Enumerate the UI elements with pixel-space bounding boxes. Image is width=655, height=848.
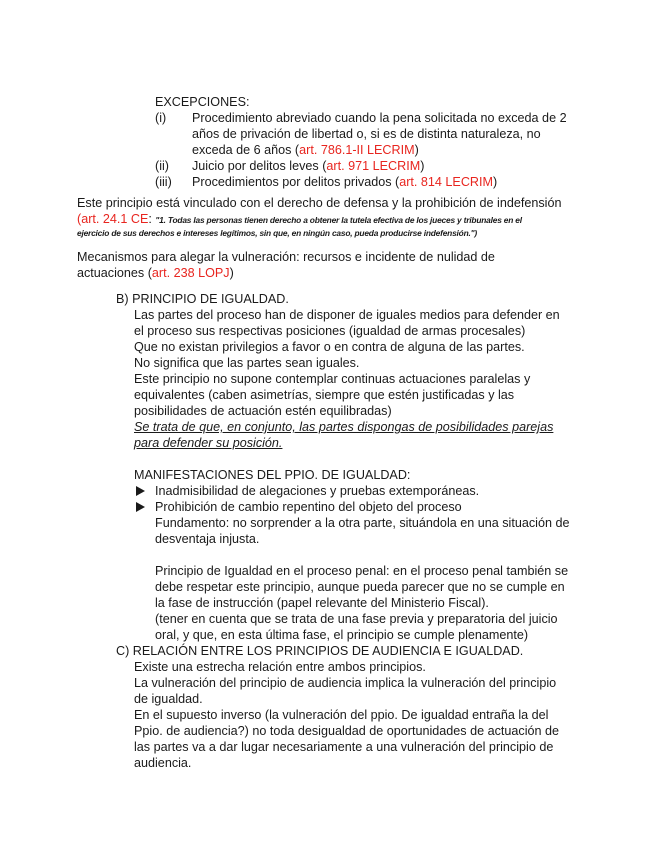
paragraph-line: Fundamento: no sorprender a la otra parte, situándola en una situación de <box>155 516 570 530</box>
paragraph-line: las partes va a dar lugar necesariamente a una vulneración del principio de <box>134 740 554 754</box>
paragraph-line: No significa que las partes sean iguales. <box>134 356 360 370</box>
emphasis-line: para defender su posición. <box>134 436 283 450</box>
closing-paren: ) <box>229 266 234 280</box>
paragraph-line: debe respetar este principio, aunque pueda parecer que no se cumple en <box>155 580 565 594</box>
paragraph-line: (tener en cuenta que se trata de una fase previa y preparatoria del juicio <box>155 612 558 626</box>
paragraph-line: En el supuesto inverso (la vulneración del ppio. De igualdad entraña la del <box>134 708 549 722</box>
quote-text: ejercicio de sus derechos e intereses legítimos, sin que, en ningún caso, pueda producirse indefensión.") <box>77 228 477 238</box>
paragraph-line: Mecanismos para alegar la vulneración: recursos e incidente de nulidad de <box>77 250 495 264</box>
exception-text: Juicio por delitos leves ( <box>192 159 327 173</box>
legal-reference: art. 238 LOPJ <box>151 266 230 280</box>
exception-text: años de privación de libertad o, si es de distinta naturaleza, no <box>192 127 541 141</box>
exception-number: (i) <box>155 111 167 125</box>
bullet-item: Inadmisibilidad de alegaciones y pruebas extemporáneas. <box>155 484 480 498</box>
arrow-bullet-icon <box>136 486 145 496</box>
exception-text-line <box>192 158 424 174</box>
open-paren: ( <box>77 212 82 226</box>
paragraph-text: actuaciones ( <box>77 266 152 280</box>
paragraph-line: Principio de Igualdad en el proceso penal: en el proceso penal también se <box>155 564 569 578</box>
exception-number: (iii) <box>155 175 172 189</box>
paragraph-line: Este principio no supone contemplar continuas actuaciones paralelas y <box>134 372 531 386</box>
exception-text: Procedimiento abreviado cuando la pena solicitada no exceda de 2 <box>192 111 567 125</box>
paragraph-line: La vulneración del principio de audiencia implica la vulneración del principio <box>134 676 557 690</box>
closing-paren: ) <box>493 175 498 189</box>
paragraph-line: Este principio está vinculado con el derecho de defensa y la prohibición de indefensión <box>77 196 562 210</box>
legal-reference: art. 786.1-II LECRIM <box>299 143 415 157</box>
subsection-heading: MANIFESTACIONES DEL PPIO. DE IGUALDAD: <box>134 468 411 482</box>
paragraph-line: Ppio. de audiencia?) no toda desigualdad de oportunidades de actuación de <box>134 724 560 738</box>
paragraph-line: Que no existan privilegios a favor o en contra de alguna de las partes. <box>134 340 525 354</box>
closing-paren: ) <box>420 159 425 173</box>
exception-text: Procedimientos por delitos privados ( <box>192 175 400 189</box>
paragraph-line: el proceso sus respectivas posiciones (igualdad de armas procesales) <box>134 324 526 338</box>
paragraph-line: Las partes del proceso han de disponer de iguales medios para defender en <box>134 308 560 322</box>
paragraph-line: Existe una estrecha relación entre ambos principios. <box>134 660 426 674</box>
exception-text-line <box>192 142 419 158</box>
paragraph-line: desventaja injusta. <box>155 532 260 546</box>
paragraph-line: de igualdad. <box>134 692 203 706</box>
exception-number: (ii) <box>155 159 169 173</box>
paragraph-line <box>77 265 234 281</box>
paragraph-line: audiencia. <box>134 756 192 770</box>
section-heading: C) RELACIÓN ENTRE LOS PRINCIPIOS DE AUDIENCIA E IGUALDAD. <box>116 644 524 658</box>
paragraph-line: la fase de instrucción (papel relevante del Ministerio Fiscal). <box>155 596 489 610</box>
exception-text-line <box>192 174 497 190</box>
arrow-bullet-icon <box>136 502 145 512</box>
closing-paren: ) <box>414 143 419 157</box>
legal-reference: art. 24.1 CE <box>81 212 149 226</box>
excepciones-heading: EXCEPCIONES: <box>155 95 250 109</box>
paragraph-line: posibilidades de actuación estén equilibradas) <box>134 404 392 418</box>
colon: : <box>148 212 156 226</box>
paragraph-line: oral, y que, en esta última fase, el principio se cumple plenamente) <box>155 628 529 642</box>
legal-reference: art. 814 LECRIM <box>399 175 493 189</box>
paragraph-line: equivalentes (caben asimetrías, siempre que estén justificadas y las <box>134 388 515 402</box>
section-heading: B) PRINCIPIO DE IGUALDAD. <box>116 292 289 306</box>
exception-text: exceda de 6 años ( <box>192 143 300 157</box>
emphasis-line: Se trata de que, en conjunto, las partes dispongas de posibilidades parejas <box>134 420 554 434</box>
quote-text: "1. Todas las personas tienen derecho a obtener la tutela efectiva de los jueces y tribunales en el <box>155 215 522 225</box>
legal-reference: art. 971 LECRIM <box>326 159 421 173</box>
bullet-item: Prohibición de cambio repentino del objeto del proceso <box>155 500 462 514</box>
